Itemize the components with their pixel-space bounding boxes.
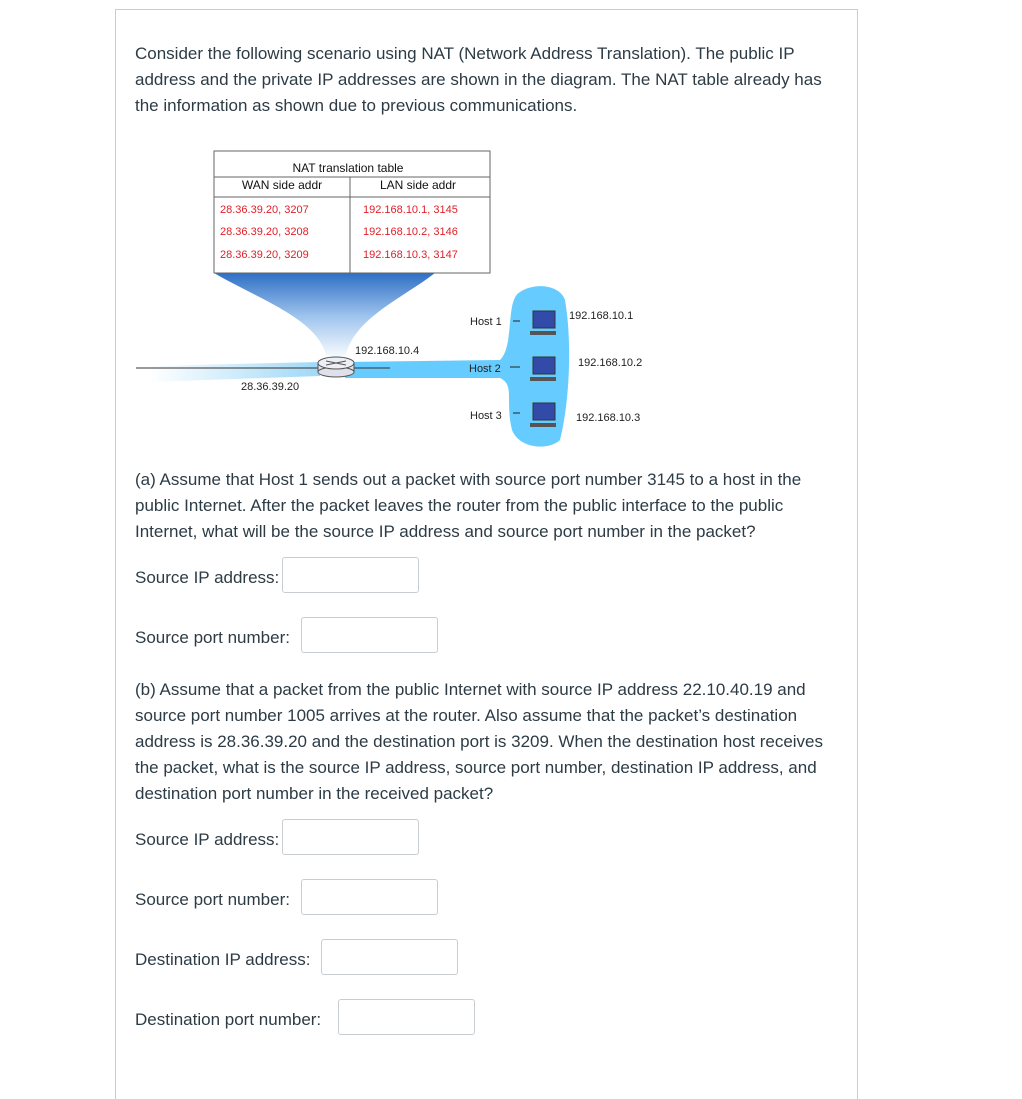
part-a-source-ip-input[interactable] [282, 557, 419, 593]
part-b-source-port-input[interactable] [301, 879, 438, 915]
router-icon [318, 357, 354, 377]
svg-text:192.168.10.1: 192.168.10.1 [569, 310, 634, 322]
svg-text:Host 1: Host 1 [470, 316, 502, 328]
wan-header: WAN side addr [241, 178, 323, 192]
part-b-dest-ip-input[interactable] [321, 939, 458, 975]
router-wan-ip: 28.36.39.20 [241, 381, 300, 393]
computer-icon [533, 403, 555, 420]
part-b-question: (b) Assume that a packet from the public Internet with source IP address 22.10.40.19 and source port number 1005 arrives at the router. Also assume that the packet’s destination address is 28.36.39.20 and the destination port is 3209. When the destination host receives the packet, what is the source IP address, source port number, destination IP address, and destination port number in the received packet? [135, 680, 824, 803]
svg-text:Host 2: Host 2 [469, 363, 501, 375]
wan-cell: 28.36.39.20, 3208 [220, 226, 309, 238]
part-a-question: (a) Assume that Host 1 sends out a packet with source port number 3145 to a host in the public Internet. After the packet leaves the router from the public interface to the public Internet, what will be the source IP address and source port number in the packet? [135, 470, 802, 541]
part-a-source-port-label: Source port number: [135, 628, 290, 647]
nat-table-title: NAT translation table [292, 161, 404, 175]
svg-text:Host 3: Host 3 [470, 410, 502, 422]
part-a-source-ip-label: Source IP address: [135, 568, 280, 587]
lan-cell: 192.168.10.1, 3145 [363, 204, 458, 216]
wan-cell: 28.36.39.20, 3207 [220, 204, 309, 216]
svg-text:192.168.10.2: 192.168.10.2 [578, 357, 643, 369]
computer-icon [533, 311, 555, 328]
host-1 [470, 310, 633, 335]
lan-header: LAN side addr [379, 178, 457, 192]
host-3 [470, 403, 640, 427]
lan-cell: 192.168.10.2, 3146 [363, 226, 458, 238]
svg-text:192.168.10.3: 192.168.10.3 [576, 412, 641, 424]
computer-icon [533, 357, 555, 374]
part-a-source-port-input[interactable] [301, 617, 438, 653]
part-b-dest-port-input[interactable] [338, 999, 475, 1035]
part-b-dest-ip-label: Destination IP address: [135, 950, 311, 969]
router-lan-ip: 192.168.10.4 [355, 345, 420, 357]
part-b-source-port-label: Source port number: [135, 890, 290, 909]
intro-text: Consider the following scenario using NAT (Network Address Translation). The public IP address and the private IP addresses are shown in the diagram. The NAT table already has the information as shown due to previous communications. [135, 44, 822, 115]
wan-cell: 28.36.39.20, 3209 [220, 249, 309, 261]
part-b-source-ip-label: Source IP address: [135, 830, 280, 849]
part-b-source-ip-input[interactable] [282, 819, 419, 855]
wan-glow [150, 362, 320, 382]
part-b-dest-port-label: Destination port number: [135, 1010, 322, 1029]
lan-cell: 192.168.10.3, 3147 [363, 249, 458, 261]
